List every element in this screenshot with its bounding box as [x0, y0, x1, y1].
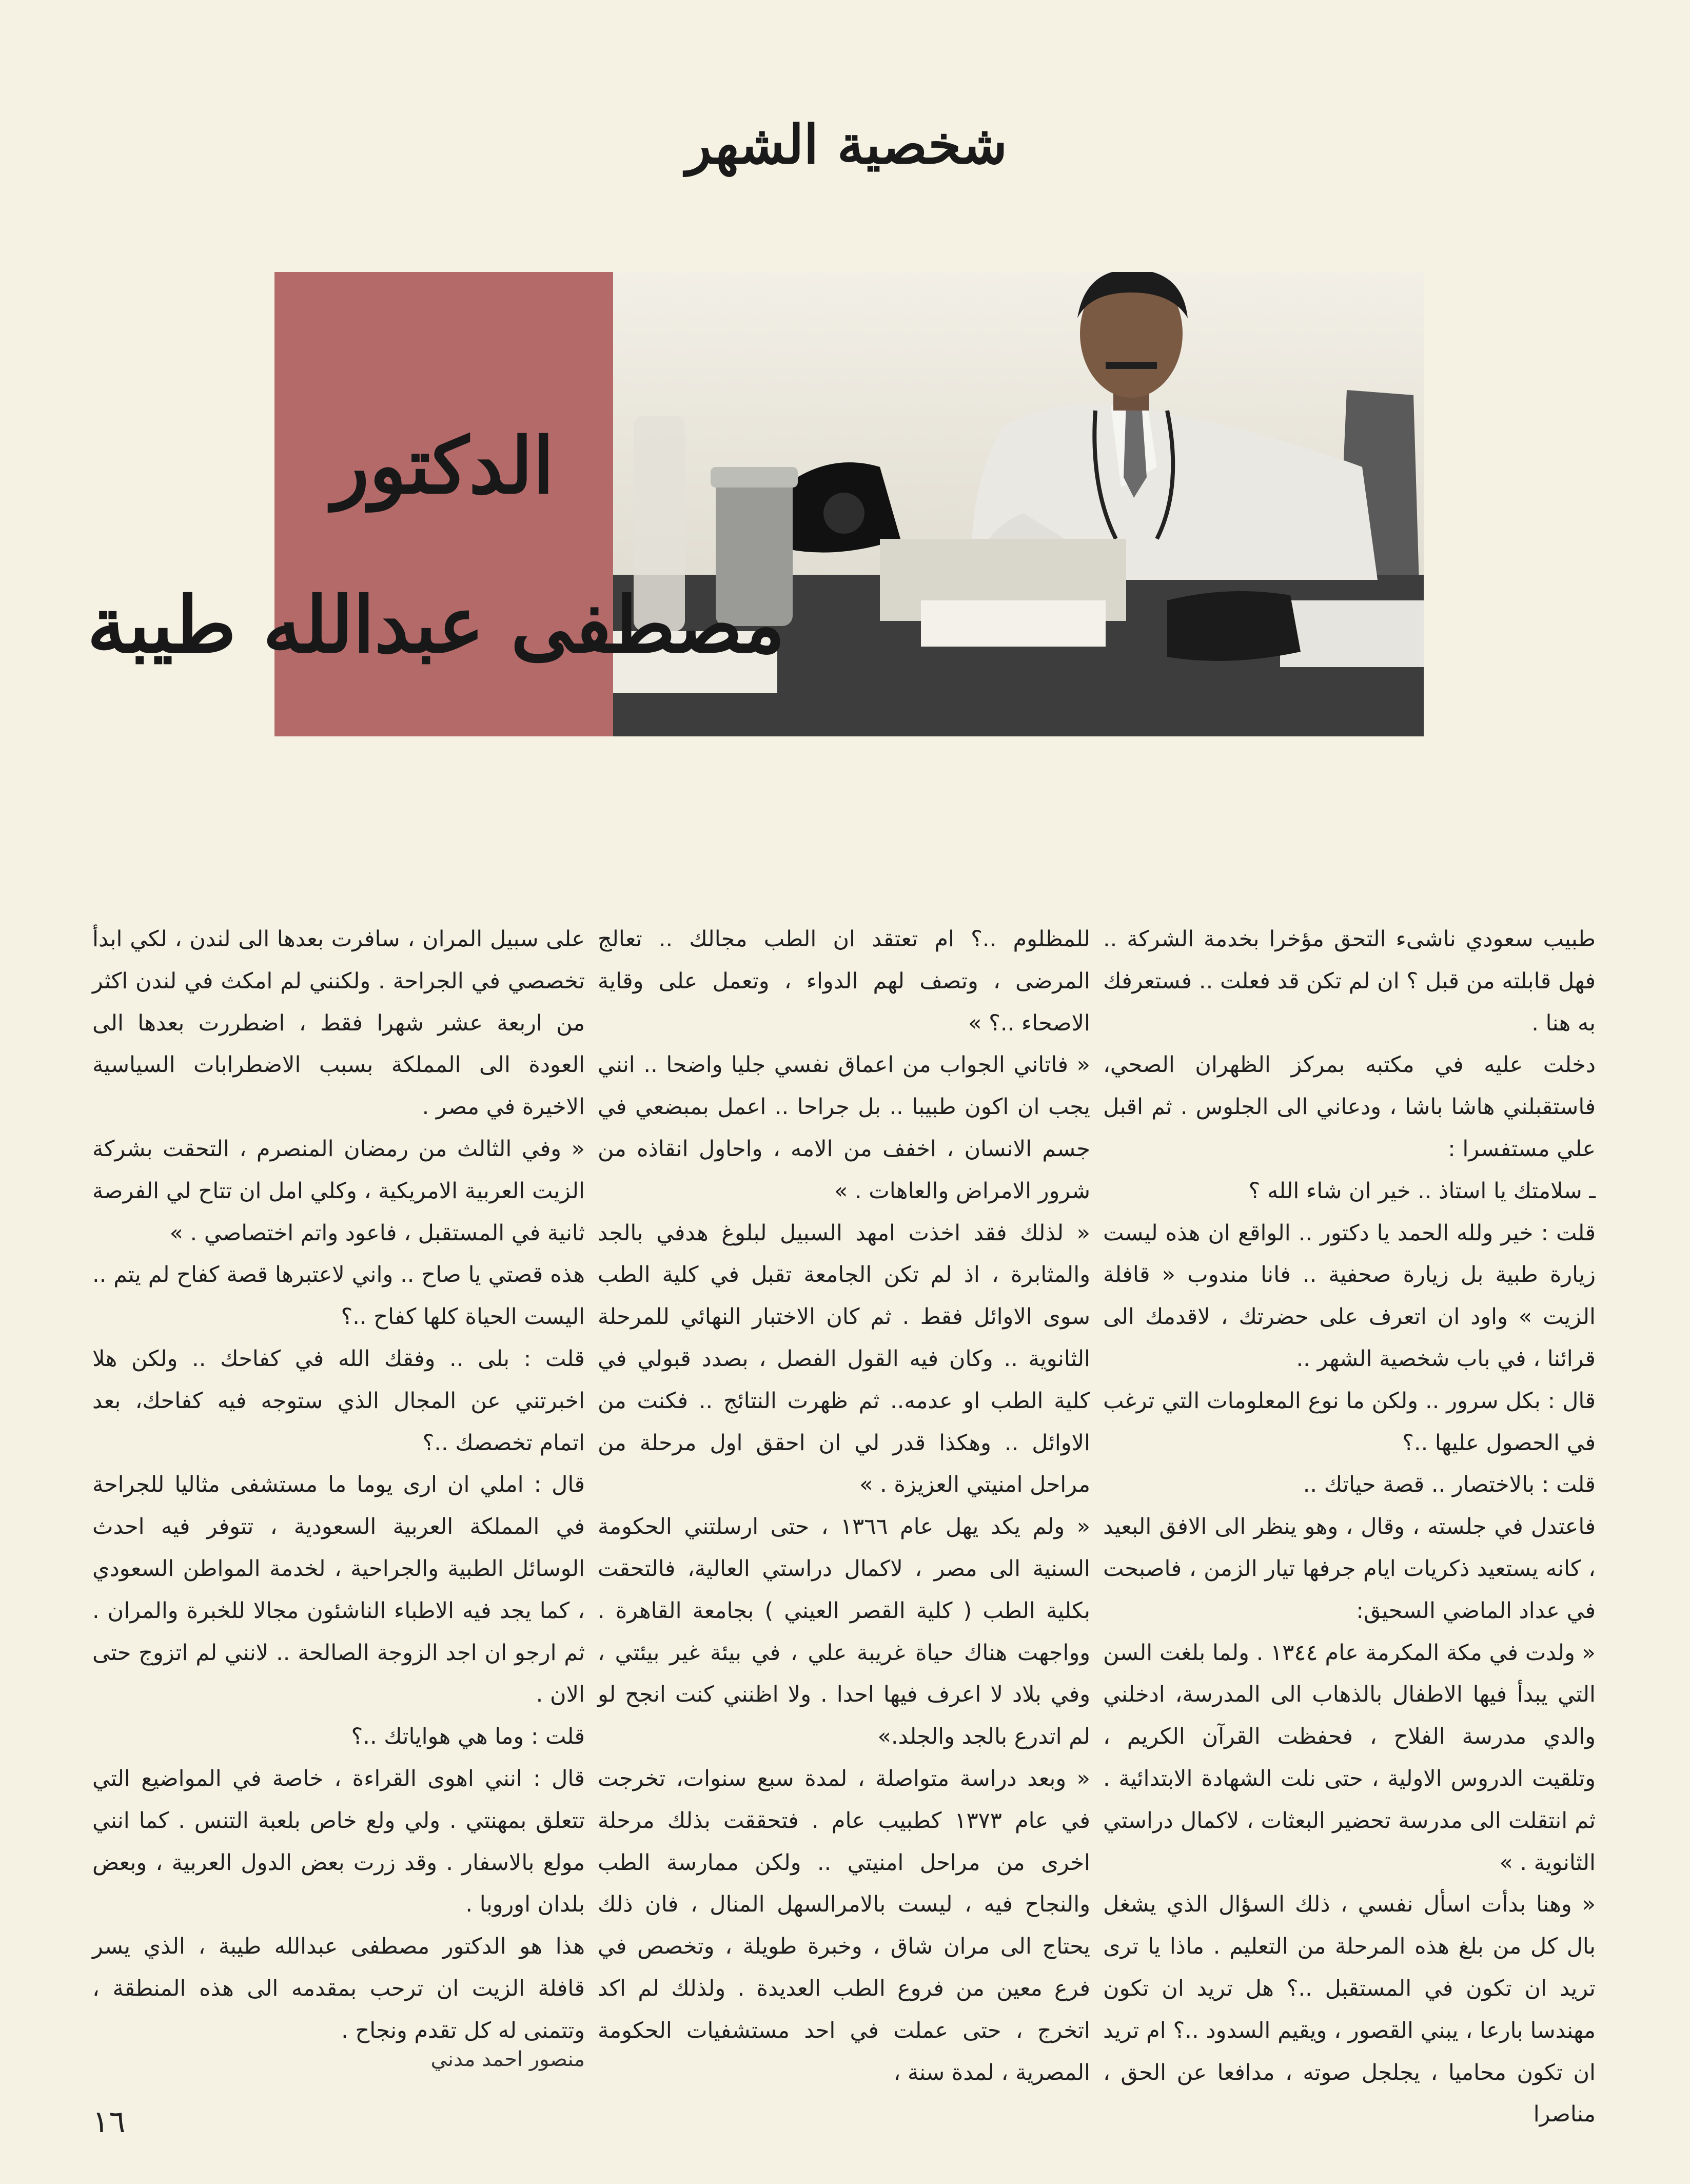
paragraph: « وبعد دراسة متواصلة ، لمدة سبع سنوات، تخرجت في عام ١٣٧٣ كطبيب عام . فتحققت بذلك مرحلة اخرى من مراحل امنيتي .. ولكن ممارسة الطب والنجاح فيه ، ليست بالامرالسهل المنال ، فان ذلك يحتاج الى مران شاق ، وخبرة طويلة ، وتخصص في فرع معين من فروع الطب العديدة . ولذلك لم اكد اتخرج ، حتى عملت في احد مستشفيات الحكومة المصرية ، لمدة سنة ، — [598, 1765, 1090, 2085]
section-title: شخصية الشهر — [685, 113, 1008, 176]
paragraph: ـ سلامتك يا استاذ .. خير ان شاء الله ؟ — [1248, 1178, 1596, 1204]
paragraph: دخلت عليه في مكتبه بمركز الظهران الصحي، فاستقبلني هاشا باشا ، ودعاني الى الجلوس . ثم اقبل علي مستفسرا : — [1103, 1052, 1596, 1162]
paragraph: « لذلك فقد اخذت امهد السبيل لبلوغ هدفي بالجد والمثابرة ، اذ لم تكن الجامعة تقبل في كلية الطب سوى الاوائل فقط . ثم كان الاختبار النهائي للمرحلة الثانوية .. وكان فيه القول الفصل ، بصدد قبولي في كلية الطب او عدمه.. ثم ظهرت النتائج .. فكنت من الاوائل .. وهكذا قدر لي ان احقق اول مرحلة من مراحل امنيتي العزيزة . » — [598, 1220, 1090, 1498]
paragraph: للمظلوم ..؟ ام تعتقد ان الطب مجالك .. تعالج المرضى ، وتصف لهم الدواء ، وتعمل على وقاية الاصحاء ..؟ » — [598, 926, 1090, 1036]
paragraph: قال : انني اهوى القراءة ، خاصة في المواضيع التي تتعلق بمهنتي . ولي ولع خاص بلعبة التنس . كما انني مولع بالاسفار . وقد زرت بعض الدول العربية ، وبعض بلدان اوروبا . — [92, 1765, 585, 1918]
paragraph: قلت : خير ولله الحمد يا دكتور .. الواقع ان هذه ليست زيارة طبية بل زيارة صحفية .. فانا مندوب « قافلة الزيت » واود ان اتعرف على حضرتك ، لاقدمك الى قرائنا ، في باب شخصية الشهر .. — [1103, 1220, 1596, 1372]
paragraph: « فاتاني الجواب من اعماق نفسي جليا واضحا .. انني يجب ان اكون طبيبا .. بل جراحا .. اعمل بمبضعي في جسم الانسان ، اخفف من الامه ، واحاول انقاذه من شرور الامراض والعاهات . » — [598, 1052, 1090, 1204]
page-number: ١٦ — [92, 2104, 126, 2140]
paragraph: هذا هو الدكتور مصطفى عبدالله طيبة ، الذي يسر قافلة الزيت ان ترحب بمقدمه الى هذه المنطقة ، وتتمنى له كل تقدم ونجاح . — [92, 1934, 585, 2043]
paragraph: طبيب سعودي ناشىء التحق مؤخرا بخدمة الشركة .. فهل قابلته من قبل ؟ ان لم تكن قد فعلت .. فستعرفك به هنا . — [1103, 926, 1596, 1036]
paragraph: هذه قصتي يا صاح .. واني لاعتبرها قصة كفاح لم يتم .. اليست الحياة كلها كفاح ..؟ — [92, 1262, 585, 1330]
paragraph: قلت : بالاختصار .. قصة حياتك .. — [1303, 1472, 1596, 1498]
paragraph: فاعتدل في جلسته ، وقال ، وهو ينظر الى الافق البعيد ، كانه يستعيد ذكريات ايام جرفها تيار الزمن ، فاصبحت في عداد الماضي السحيق: — [1103, 1514, 1596, 1624]
paragraph: « ولم يكد يهل عام ١٣٦٦ ، حتى ارسلتني الحكومة السنية الى مصر ، لاكمال دراستي العالية، فالتحقت بكلية الطب ( كلية القصر العيني ) بجامعة القاهرة . وواجهت هناك حياة غريبة علي ، في بيئة غير بيئتي ، وفي بلاد لا اعرف فيها احدا . ولا اظنني كنت انجح لو لم اتدرع بالجد والجلد.» — [598, 1514, 1090, 1750]
article-column-right — [1103, 919, 1596, 2136]
paragraph: قلت : وما هي هواياتك ..؟ — [351, 1724, 585, 1750]
paragraph: « ولدت في مكة المكرمة عام ١٣٤٤ . ولما بلغت السن التي يبدأ فيها الاطفال بالذهاب الى المدرسة، ادخلني والدي مدرسة الفلاح ، فحفظت القرآن الكريم ، وتلقيت الدروس الاولية ، حتى نلت الشهادة الابتدائية . ثم انتقلت الى مدرسة تحضير البعثات ، لاكمال دراستي الثانوية . » — [1103, 1640, 1596, 1876]
article-column-middle — [598, 919, 1090, 2094]
paragraph: على سبيل المران ، سافرت بعدها الى لندن ، لكي ابدأ تخصصي في الجراحة . ولكنني لم امكث في لندن اكثر من اربعة عشر شهرا فقط ، اضطررت بعدها الى العودة الى المملكة بسبب الاضطرابات السياسية الاخيرة في مصر . — [92, 926, 585, 1120]
paragraph: قال : بكل سرور .. ولكن ما نوع المعلومات التي ترغب في الحصول عليها ..؟ — [1103, 1388, 1596, 1456]
paragraph: قلت : بلى .. وفقك الله في كفاحك .. ولكن هلا اخبرتني عن المجال الذي ستوجه فيه كفاحك، بعد اتمام تخصصك ..؟ — [92, 1346, 585, 1456]
paragraph: « وهنا بدأت اسأل نفسي ، ذلك السؤال الذي يشغل بال كل من بلغ هذه المرحلة من التعليم . ماذا يا ترى تريد ان تكون في المستقبل ..؟ هل تريد ان تكون مهندسا بارعا ، يبني القصور ، ويقيم السدود ..؟ ام تريد ان تكون محاميا ، يجلجل صوته ، مدافعا عن الحق ، مناصرا — [1103, 1892, 1596, 2128]
title-prefix: الدكتور — [332, 421, 554, 511]
author-byline: منصور احمد مدني — [430, 2048, 585, 2071]
doctor-name: مصطفى عبدالله طيبة — [87, 580, 785, 670]
paragraph: « وفي الثالث من رمضان المنصرم ، التحقت بشركة الزيت العربية الامريكية ، وكلي امل ان تتاح لي الفرصة ثانية في المستقبل ، فاعود واتم اختصاصي . » — [92, 1136, 585, 1246]
paragraph: قال : املي ان ارى يوما ما مستشفى مثاليا للجراحة في المملكة العربية السعودية ، تتوفر فيه احدث الوسائل الطبية والجراحية ، لخدمة المواطن السعودي ، كما يجد فيه الاطباء الناشئون مجالا للخبرة والمران . ثم ارجو ان اجد الزوجة الصالحة .. لانني لم اتزوج حتى الان . — [92, 1472, 585, 1708]
article-column-left — [92, 919, 585, 2052]
